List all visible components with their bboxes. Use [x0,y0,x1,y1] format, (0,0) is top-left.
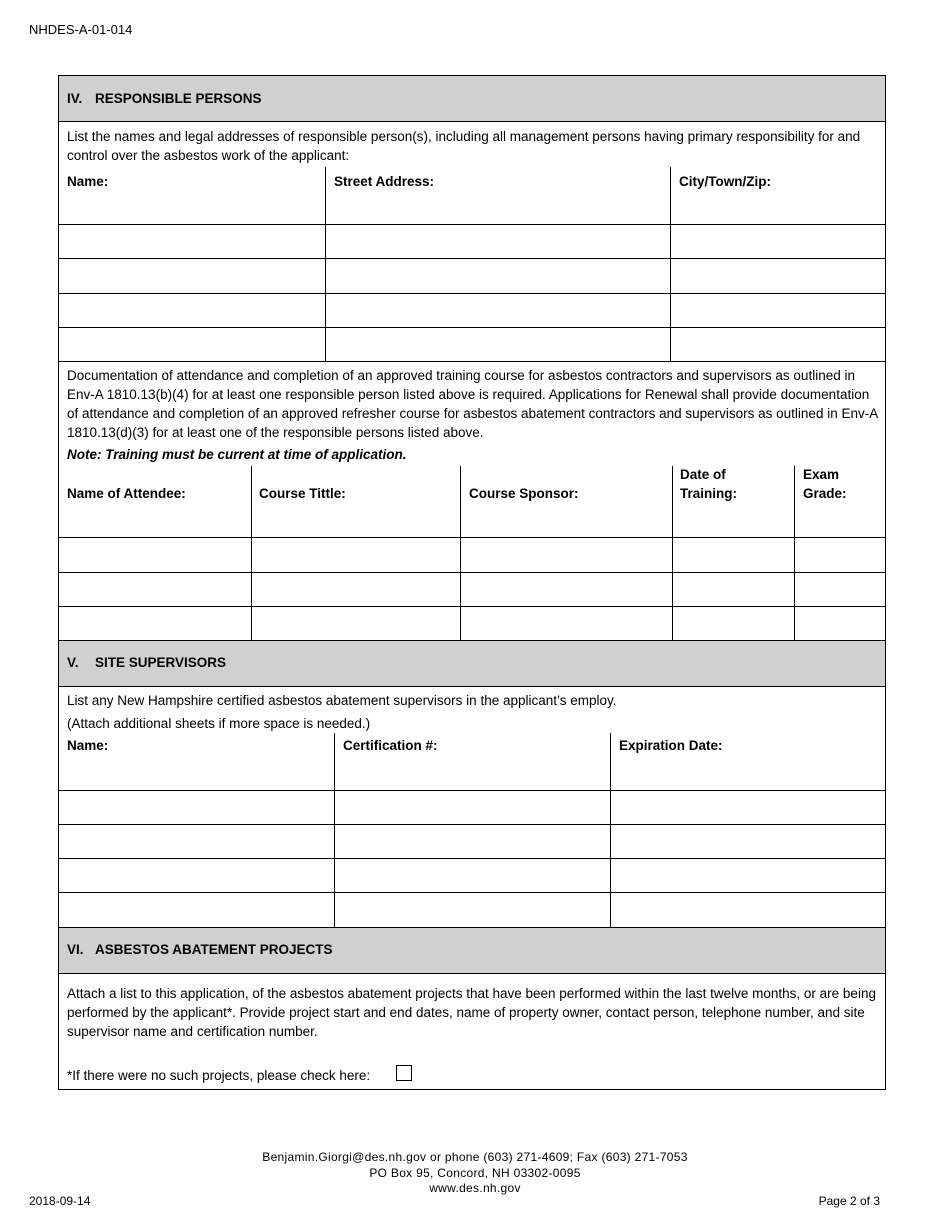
footer-address: PO Box 95, Concord, NH 03302-0095 [369,1165,581,1180]
training-note: Note: Training must be current at time of application. [67,447,407,462]
rp-row-4-city[interactable] [671,328,885,361]
section-v-intro-2: (Attach additional sheets if more space is needed.) [67,716,371,731]
footer-date: 2018-09-14 [29,1194,91,1208]
tr-row-2-grade[interactable] [795,573,885,606]
section-vi-text: Attach a list to this application, of the asbestos abatement projects that have been performed within the last twelve months, or are being performed by the applicant*. Provide project start and end dates, name of property owner, contact person, telephone number, and site supervisor name and certification number. [67,986,876,1039]
sv-row-2-cert[interactable] [335,825,610,858]
sv-row-4-expiration[interactable] [611,893,885,926]
tr-row-2-course[interactable] [252,573,460,606]
rp-col-city: City/Town/Zip: [679,174,771,189]
section-v-intro: List any New Hampshire certified asbestos abatement supervisors in the applicant’s employ. [67,693,617,708]
rp-row-2-name[interactable] [59,259,325,292]
tr-col-course-title: Course Tittle: [259,486,346,501]
rp-row-3-name[interactable] [59,294,325,327]
application-form [58,75,886,1090]
sv-row-4-name[interactable] [59,893,334,926]
sv-row-2-name[interactable] [59,825,334,858]
sv-row-1-expiration[interactable] [611,791,885,824]
sv-col-expiration: Expiration Date: [619,738,723,753]
sv-row-3-name[interactable] [59,859,334,892]
rp-row-4-street[interactable] [326,328,670,361]
training-requirement-text: Documentation of attendance and completion of an approved training course for asbestos contractors and supervisors as outlined in Env-A 1810.13(b)(4) for at least one responsible person listed above is required. Applications for Renewal shall provide documentation of attendance and completion of an approved refresher course for asbestos abatement contractors and supervisors as outlined in Env-A 1810.13(d)(3) for at least one of the responsible persons listed above. [67,368,878,440]
tr-row-2-attendee[interactable] [59,573,251,606]
tr-col-attendee: Name of Attendee: [67,486,186,501]
no-projects-label: *If there were no such projects, please check here: [67,1068,371,1083]
tr-row-3-date[interactable] [673,607,794,640]
tr-row-2-sponsor[interactable] [461,573,672,606]
sv-row-1-name[interactable] [59,791,334,824]
sv-col-cert: Certification #: [343,738,438,753]
tr-row-3-course[interactable] [252,607,460,640]
sv-row-3-cert[interactable] [335,859,610,892]
no-projects-checkbox[interactable] [396,1065,412,1081]
footer-contact-line: Benjamin.Giorgi@des.nh.gov or phone (603) 271-4609; Fax (603) 271-7053 [262,1150,688,1164]
footer-website[interactable]: www.des.nh.gov [429,1181,521,1195]
rp-col-street: Street Address: [334,174,435,189]
tr-row-1-sponsor[interactable] [461,538,672,571]
footer-contact [0,1150,950,1197]
rp-row-4-name[interactable] [59,328,325,361]
tr-col-course-sponsor: Course Sponsor: [469,486,579,501]
sv-row-3-expiration[interactable] [611,859,885,892]
rp-row-1-city[interactable] [671,225,885,258]
rp-col-name: Name: [67,174,109,189]
page-number: Page 2 of 3 [818,1194,880,1208]
form-id: NHDES-A-01-014 [29,22,133,37]
rp-row-1-street[interactable] [326,225,670,258]
sv-row-2-expiration[interactable] [611,825,885,858]
tr-row-1-attendee[interactable] [59,538,251,571]
section-vi-title: VI. ASBESTOS ABATEMENT PROJECTS [67,942,333,957]
tr-col-date: Date of Training: [680,467,737,501]
sv-row-4-cert[interactable] [335,893,610,926]
tr-row-3-attendee[interactable] [59,607,251,640]
rp-row-2-city[interactable] [671,259,885,292]
tr-row-2-date[interactable] [673,573,794,606]
tr-row-3-sponsor[interactable] [461,607,672,640]
tr-row-1-course[interactable] [252,538,460,571]
tr-row-1-date[interactable] [673,538,794,571]
section-iv-title: IV. RESPONSIBLE PERSONS [67,91,262,106]
section-iv-intro: List the names and legal addresses of responsible person(s), including all management persons having primary responsibility for and control over the asbestos work of the applicant: [67,129,861,163]
rp-row-1-name[interactable] [59,225,325,258]
rp-row-3-street[interactable] [326,294,670,327]
tr-row-1-grade[interactable] [795,538,885,571]
tr-col-grade: Exam Grade: [803,467,847,501]
rp-row-2-street[interactable] [326,259,670,292]
rp-row-3-city[interactable] [671,294,885,327]
sv-row-1-cert[interactable] [335,791,610,824]
section-v-title: V. SITE SUPERVISORS [67,655,227,670]
tr-row-3-grade[interactable] [795,607,885,640]
sv-col-name: Name: [67,738,109,753]
